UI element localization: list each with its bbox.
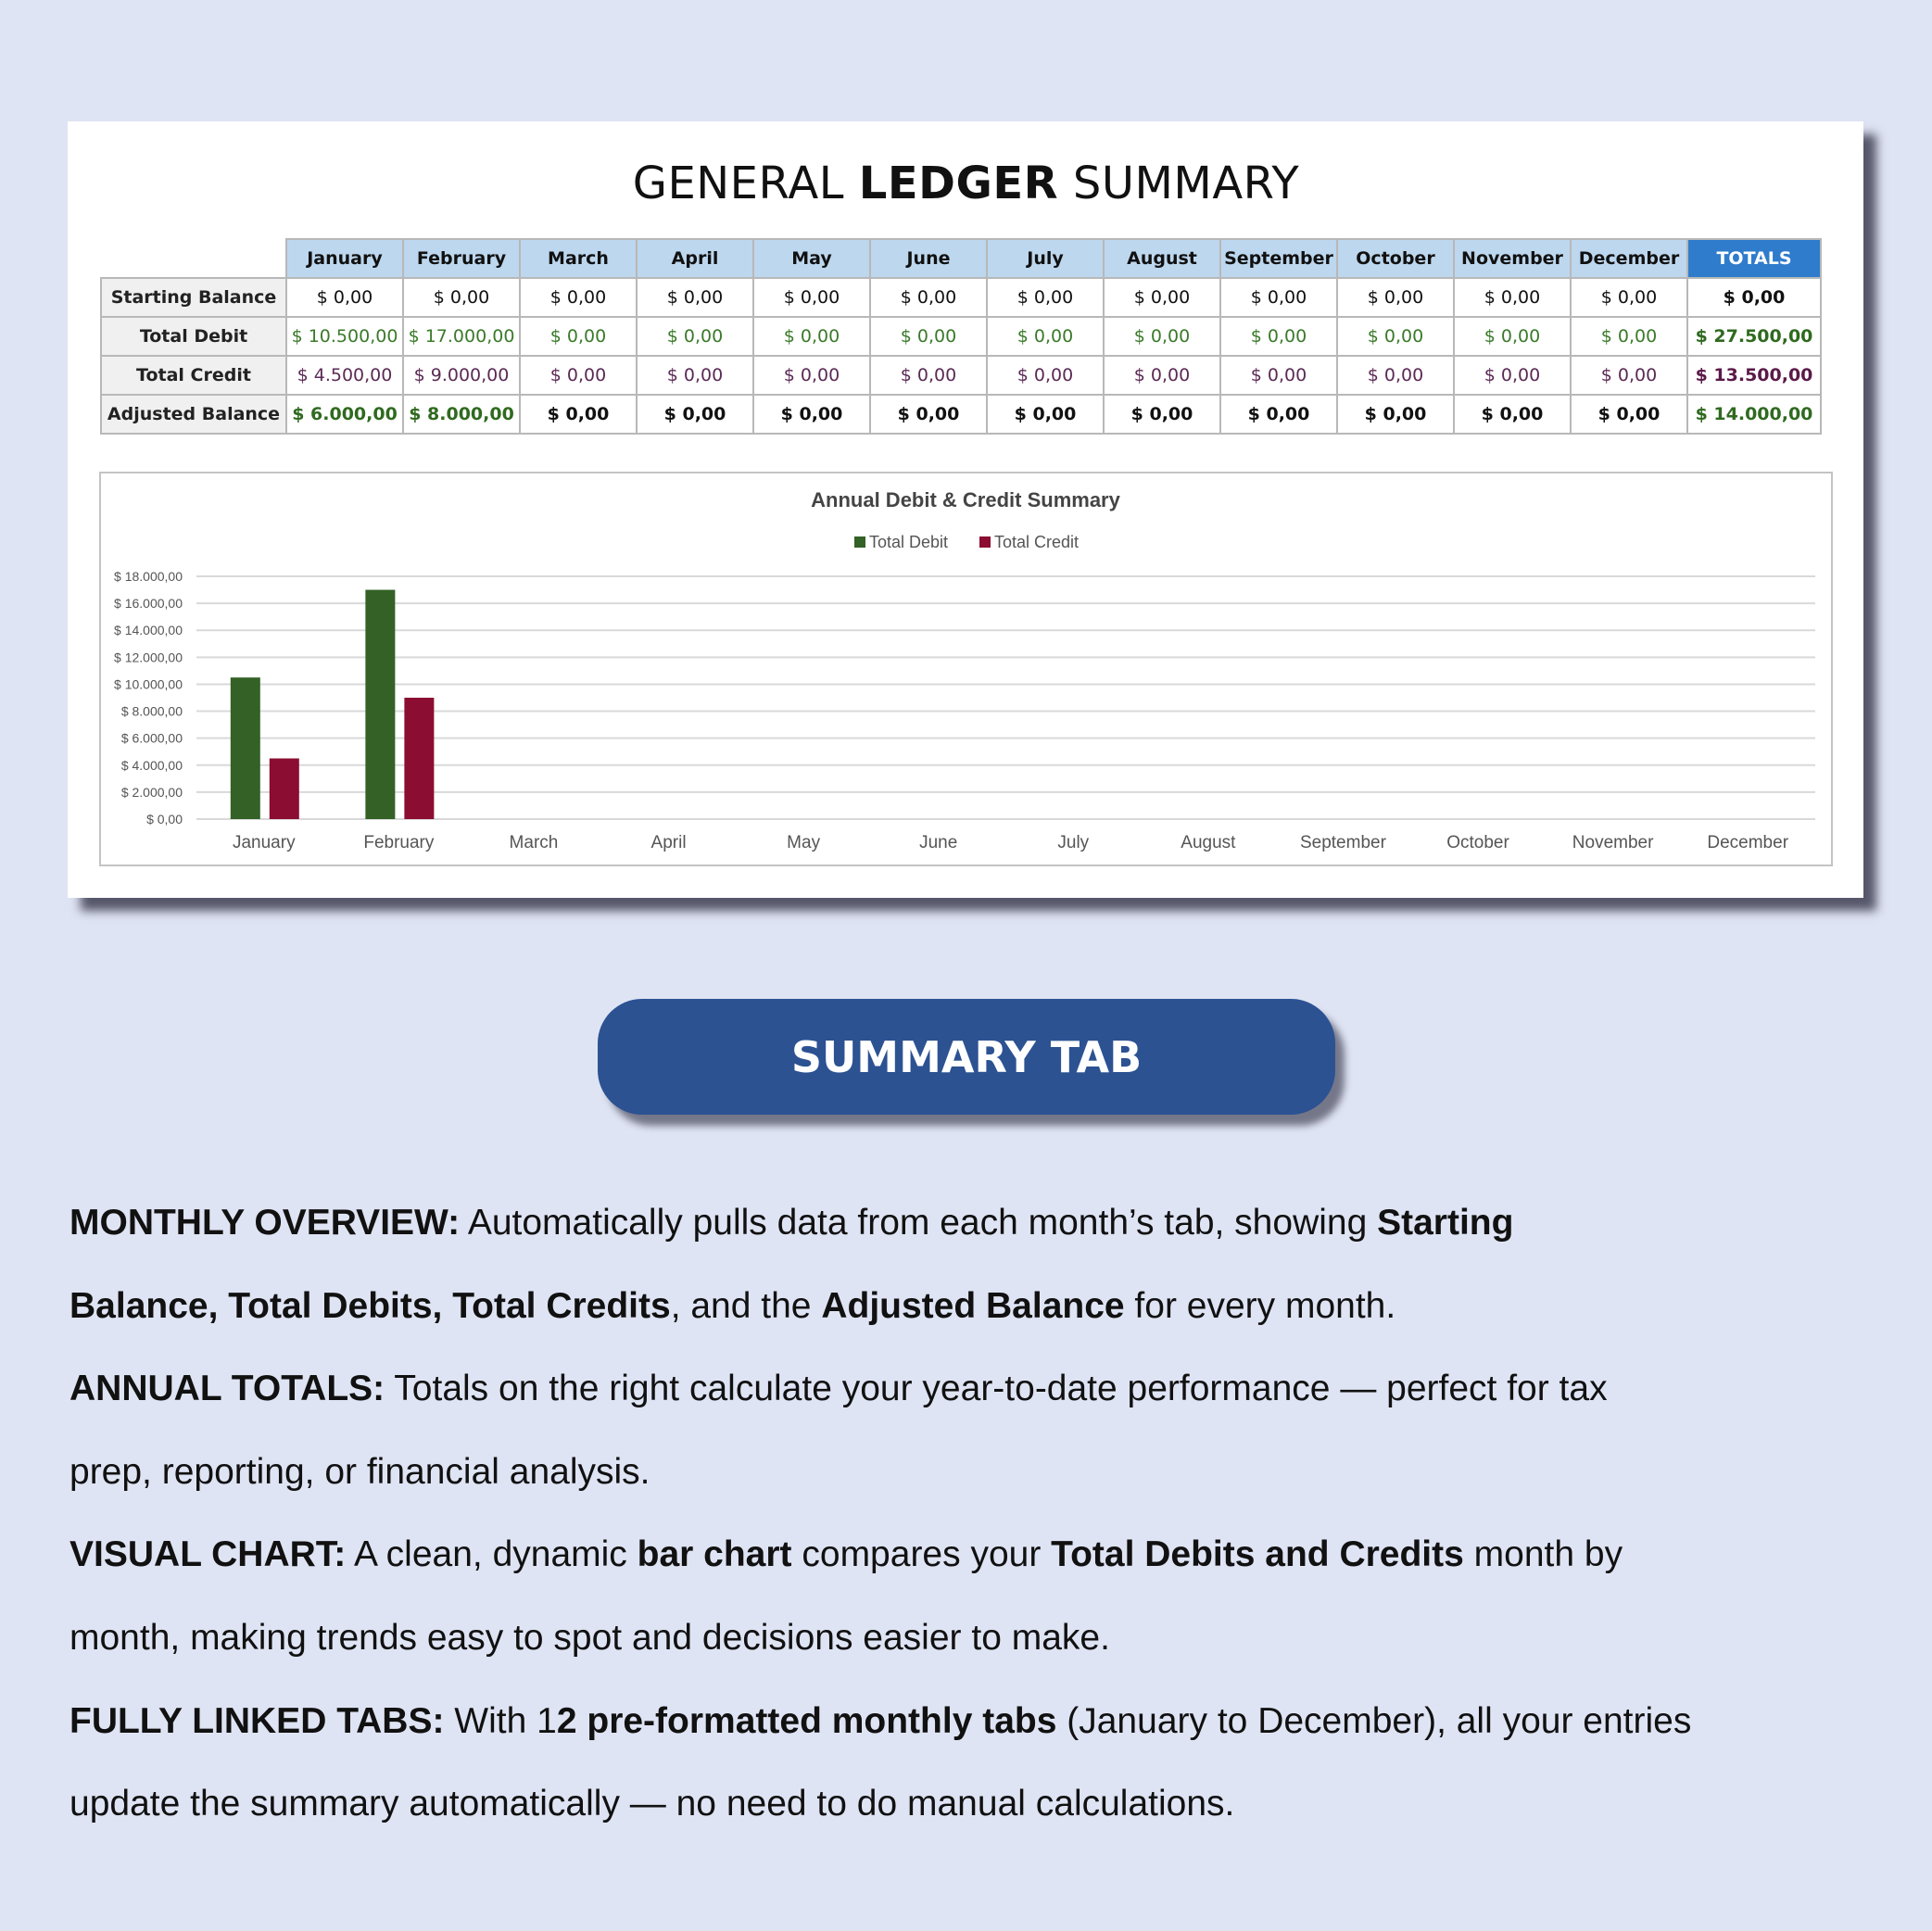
- value-cell: $ 0,00: [1104, 356, 1220, 395]
- bar-debit: [365, 590, 395, 819]
- text: , and the: [670, 1285, 822, 1326]
- bold-text: FULLY LINKED TABS:: [69, 1700, 445, 1741]
- value-cell: $ 0,00: [286, 278, 403, 317]
- x-tick-label: January: [232, 833, 296, 852]
- value-cell: $ 0,00: [870, 356, 987, 395]
- legend-swatch-debit: [854, 536, 865, 548]
- value-cell: $ 0,00: [753, 395, 870, 434]
- row-label: Starting Balance: [101, 278, 286, 317]
- value-cell: $ 6.000,00: [286, 395, 403, 434]
- value-cell: $ 17.000,00: [403, 317, 520, 356]
- legend-label-credit: Total Credit: [994, 533, 1080, 551]
- x-tick-label: September: [1299, 833, 1386, 852]
- bold-text: 2 pre-formatted monthly tabs: [556, 1700, 1057, 1741]
- value-cell: $ 0,00: [637, 317, 753, 356]
- description-line: [69, 1369, 1691, 1452]
- month-header: February: [403, 239, 520, 278]
- x-tick-label: April: [650, 833, 687, 852]
- text: compares your: [791, 1534, 1052, 1575]
- bold-text: Adjusted Balance: [821, 1285, 1125, 1326]
- value-cell: $ 0,00: [753, 317, 870, 356]
- value-cell: $ 0,00: [870, 395, 987, 434]
- x-tick-label: July: [1057, 833, 1090, 852]
- y-tick-label: $ 6.000,00: [120, 730, 183, 746]
- bar-credit: [404, 698, 434, 819]
- value-cell: $ 0,00: [403, 278, 520, 317]
- text: prep, reporting, or financial analysis.: [69, 1451, 650, 1492]
- value-cell: $ 0,00: [1220, 395, 1337, 434]
- summary-tab-button[interactable]: [598, 999, 1335, 1115]
- month-header: August: [1104, 239, 1220, 278]
- month-header: March: [520, 239, 637, 278]
- description-line: [69, 1534, 1691, 1618]
- value-cell: $ 0,00: [1104, 317, 1220, 356]
- corner-cell: [101, 239, 286, 278]
- value-cell: $ 0,00: [753, 278, 870, 317]
- value-cell: $ 0,00: [1337, 278, 1454, 317]
- value-cell: $ 0,00: [1337, 395, 1454, 434]
- bold-text: Starting: [1377, 1203, 1514, 1243]
- description-line: [69, 1701, 1691, 1785]
- total-cell: $ 13.500,00: [1687, 356, 1821, 395]
- value-cell: $ 0,00: [637, 395, 753, 434]
- text: month by: [1463, 1534, 1623, 1575]
- x-tick-label: March: [509, 833, 559, 852]
- row-label: Total Credit: [101, 356, 286, 395]
- text: (January to December), all your entries: [1056, 1700, 1692, 1741]
- title-suffix: SUMMARY: [1058, 158, 1300, 209]
- description-line: [69, 1286, 1691, 1369]
- y-tick-label: $ 10.000,00: [114, 676, 183, 692]
- month-header: July: [987, 239, 1104, 278]
- value-cell: $ 0,00: [1220, 356, 1337, 395]
- x-tick-label: December: [1707, 833, 1789, 852]
- y-tick-label: $ 18.000,00: [114, 569, 183, 584]
- bold-text: Total Debits and Credits: [1051, 1534, 1464, 1575]
- y-tick-label: $ 14.000,00: [114, 623, 183, 638]
- bold-text: MONTHLY OVERVIEW:: [69, 1203, 461, 1243]
- value-cell: $ 0,00: [753, 356, 870, 395]
- table-row: [101, 356, 1821, 395]
- value-cell: $ 0,00: [870, 317, 987, 356]
- value-cell: $ 0,00: [520, 278, 637, 317]
- value-cell: $ 10.500,00: [286, 317, 403, 356]
- y-tick-label: $ 16.000,00: [114, 596, 183, 612]
- row-label: Adjusted Balance: [101, 395, 286, 434]
- value-cell: $ 0,00: [637, 278, 753, 317]
- bold-text: Balance, Total Debits, Total Credits: [69, 1285, 671, 1326]
- value-cell: $ 9.000,00: [403, 356, 520, 395]
- value-cell: $ 0,00: [1337, 356, 1454, 395]
- text: With 1: [444, 1700, 557, 1741]
- month-header: December: [1571, 239, 1687, 278]
- x-tick-label: August: [1181, 833, 1236, 852]
- value-cell: $ 0,00: [870, 278, 987, 317]
- bold-text: bar chart: [637, 1534, 792, 1575]
- total-cell: $ 27.500,00: [1687, 317, 1821, 356]
- value-cell: $ 0,00: [1454, 356, 1571, 395]
- value-cell: $ 0,00: [1571, 356, 1687, 395]
- month-header: November: [1454, 239, 1571, 278]
- total-cell: $ 14.000,00: [1687, 395, 1821, 434]
- value-cell: $ 0,00: [520, 317, 637, 356]
- summary-tab-label: SUMMARY TAB: [790, 1031, 1143, 1082]
- value-cell: $ 8.000,00: [403, 395, 520, 434]
- chart-title: Annual Debit & Credit Summary: [811, 488, 1120, 511]
- value-cell: $ 0,00: [1571, 317, 1687, 356]
- text: A clean, dynamic: [346, 1534, 638, 1575]
- description-line: [69, 1618, 1691, 1701]
- chart-svg: [101, 473, 1831, 865]
- page-title: [0, 158, 1932, 209]
- text: month, making trends easy to spot and decisions easier to make.: [69, 1617, 1110, 1658]
- table-row: [101, 395, 1821, 434]
- value-cell: $ 0,00: [987, 278, 1104, 317]
- bold-text: ANNUAL TOTALS:: [69, 1369, 385, 1409]
- value-cell: $ 4.500,00: [286, 356, 403, 395]
- description-line: [69, 1203, 1691, 1286]
- value-cell: $ 0,00: [1454, 395, 1571, 434]
- month-header: January: [286, 239, 403, 278]
- value-cell: $ 0,00: [1337, 317, 1454, 356]
- bar-chart: [99, 472, 1833, 866]
- text: for every month.: [1124, 1285, 1396, 1326]
- title-bold: LEDGER: [858, 158, 1059, 209]
- text: update the summary automatically — no need to do manual calculations.: [69, 1784, 1235, 1824]
- bar-credit: [270, 759, 299, 820]
- text: Totals on the right calculate your year-to-date performance — perfect for tax: [385, 1369, 1608, 1409]
- value-cell: $ 0,00: [987, 356, 1104, 395]
- description-line: [69, 1452, 1691, 1535]
- bar-debit: [231, 677, 260, 819]
- value-cell: $ 0,00: [1454, 278, 1571, 317]
- description: [69, 1203, 1691, 1867]
- value-cell: $ 0,00: [1571, 278, 1687, 317]
- ledger-table: [100, 238, 1822, 435]
- month-header: May: [753, 239, 870, 278]
- month-header: October: [1337, 239, 1454, 278]
- description-line: [69, 1784, 1691, 1867]
- row-label: Total Debit: [101, 317, 286, 356]
- y-tick-label: $ 0,00: [146, 812, 183, 827]
- value-cell: $ 0,00: [1104, 395, 1220, 434]
- value-cell: $ 0,00: [520, 356, 637, 395]
- totals-header: TOTALS: [1687, 239, 1821, 278]
- value-cell: $ 0,00: [1454, 317, 1571, 356]
- y-tick-label: $ 4.000,00: [120, 757, 183, 773]
- y-tick-label: $ 8.000,00: [120, 703, 183, 719]
- header-row: [101, 239, 1821, 278]
- month-header: June: [870, 239, 987, 278]
- value-cell: $ 0,00: [1220, 317, 1337, 356]
- text: Automatically pulls data from each month’s tab, showing: [460, 1203, 1378, 1243]
- table-row: [101, 278, 1821, 317]
- x-tick-label: May: [787, 833, 821, 852]
- bold-text: VISUAL CHART:: [69, 1534, 347, 1575]
- table-row: [101, 317, 1821, 356]
- legend-swatch-credit: [979, 536, 991, 548]
- x-tick-label: October: [1446, 833, 1509, 852]
- value-cell: $ 0,00: [1104, 278, 1220, 317]
- month-header: April: [637, 239, 753, 278]
- legend-label-debit: Total Debit: [869, 533, 949, 551]
- value-cell: $ 0,00: [1220, 278, 1337, 317]
- value-cell: $ 0,00: [987, 317, 1104, 356]
- x-tick-label: February: [363, 833, 435, 852]
- value-cell: $ 0,00: [637, 356, 753, 395]
- value-cell: $ 0,00: [1571, 395, 1687, 434]
- value-cell: $ 0,00: [987, 395, 1104, 434]
- title-prefix: GENERAL: [632, 158, 859, 209]
- x-tick-label: November: [1572, 833, 1654, 852]
- y-tick-label: $ 12.000,00: [114, 650, 183, 665]
- total-cell: $ 0,00: [1687, 278, 1821, 317]
- month-header: September: [1220, 239, 1337, 278]
- y-tick-label: $ 2.000,00: [120, 784, 183, 800]
- value-cell: $ 0,00: [520, 395, 637, 434]
- x-tick-label: June: [919, 833, 958, 852]
